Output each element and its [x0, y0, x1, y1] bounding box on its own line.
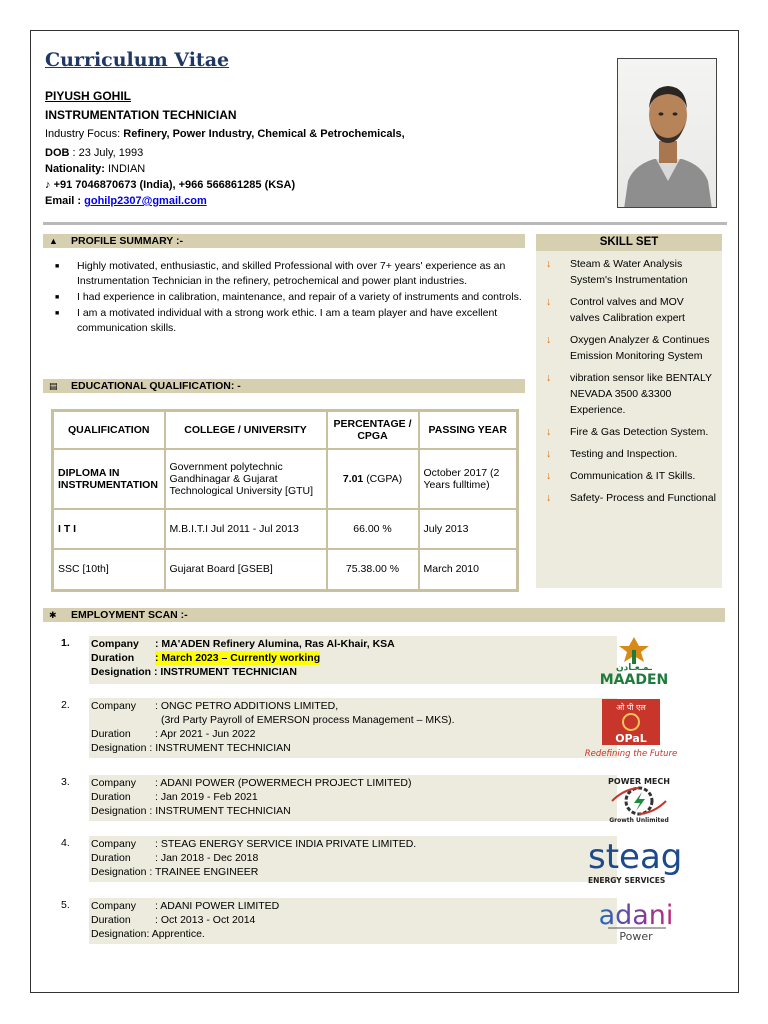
column-header: COLLEGE / UNIVERSITY — [165, 411, 327, 449]
duration-label: Duration — [91, 728, 131, 740]
industry-label: Industry Focus: — [45, 128, 121, 140]
table-cell: October 2017 (2 Years fulltime) — [419, 449, 518, 509]
table-cell: Government polytechnic Gandhinagar & Gujarat Technological University [GTU] — [165, 449, 327, 509]
maaden-logo-image — [574, 636, 694, 686]
table-cell — [327, 449, 419, 509]
job-details — [89, 775, 617, 821]
person-icon: ▲ — [49, 236, 58, 246]
skill-text: Fire & Gas Detection System. — [570, 426, 709, 438]
company-label: Company — [91, 838, 136, 850]
down-arrow-icon: ↓ — [546, 426, 552, 438]
table-row — [53, 549, 518, 591]
company-value: : ADANI POWER (POWERMECH PROJECT LIMITED) — [155, 777, 412, 789]
adani-logo — [584, 898, 694, 948]
skill-list — [536, 251, 722, 506]
duration-label: Duration — [91, 652, 135, 664]
header-divider — [43, 222, 727, 225]
skill-item — [546, 294, 716, 326]
phone-icon: ♪ — [45, 179, 51, 191]
down-arrow-icon: ↓ — [546, 258, 552, 270]
email-link[interactable]: gohilp2307@gmail.com — [84, 195, 207, 207]
skill-item — [546, 490, 716, 506]
skill-text: Safety- Process and Functional — [570, 492, 716, 504]
steag-logo-image — [584, 836, 694, 886]
education-title: EDUCATIONAL QUALIFICATION: - — [71, 380, 241, 392]
svg-text:Growth Unlimited: Growth Unlimited — [609, 817, 669, 823]
svg-text:OPaL: OPaL — [615, 732, 647, 745]
dob-label: DOB — [45, 147, 70, 159]
table-cell: I T I — [53, 509, 165, 549]
company-note: (3rd Party Payroll of EMERSON process Management – MKS). — [161, 714, 455, 726]
designation-label: Designation — [91, 805, 147, 817]
company-value: : ADANI POWER LIMITED — [155, 900, 280, 912]
cgpa-suffix: (CGPA) — [366, 472, 403, 485]
duration-label: Duration — [91, 791, 131, 803]
education-heading — [43, 379, 525, 393]
nationality-value: INDIAN — [107, 163, 146, 175]
job-entry — [54, 898, 724, 948]
email-line — [45, 195, 207, 207]
profile-bullet: ■ I had experience in calibration, maintenance, and repair of a variety of instruments and controls. — [51, 290, 531, 305]
phone-numbers: +91 7046870673 (India), +966 566861285 (KSA) — [53, 179, 296, 191]
opal-logo — [568, 698, 694, 760]
skill-item — [546, 256, 716, 288]
down-arrow-icon: ↓ — [546, 470, 552, 482]
phone-line — [45, 179, 295, 191]
skill-item — [546, 468, 716, 484]
company-value: : ONGC PETRO ADDITIONS LIMITED, — [155, 700, 339, 712]
duration-label: Duration — [91, 914, 131, 926]
svg-text:POWER MECH: POWER MECH — [608, 777, 670, 786]
duration-value: : Apr 2021 - Jun 2022 — [155, 728, 256, 740]
down-arrow-icon: ↓ — [546, 334, 552, 346]
company-label: Company — [91, 777, 136, 789]
column-header: PASSING YEAR — [419, 411, 518, 449]
duration-value: : Jan 2018 - Dec 2018 — [155, 852, 259, 864]
down-arrow-icon: ↓ — [546, 372, 552, 384]
maaden-logo — [574, 636, 694, 686]
table-cell: 75.38.00 % — [327, 549, 419, 591]
profile-bullet: ■ Highly motivated, enthusiastic, and skilled Professional with over 7+ years' experience as an Instrumentation Technician in the refinery, petrochemical and power plant industries. — [51, 259, 531, 289]
svg-text:steag: steag — [588, 837, 683, 877]
table-row — [53, 509, 518, 549]
job-entry — [54, 698, 724, 760]
skill-text: Control valves and MOV valves Calibration expert — [570, 296, 685, 324]
table-cell: Gujarat Board [GSEB] — [165, 549, 327, 591]
education-table — [51, 409, 519, 592]
job-number: 5. — [61, 899, 70, 911]
steag-logo — [584, 836, 694, 886]
profile-summary-heading — [43, 234, 525, 248]
down-arrow-icon: ↓ — [546, 296, 552, 308]
graduation-icon: ▤ — [49, 380, 58, 391]
job-details — [89, 836, 617, 882]
table-cell: SSC [10th] — [53, 549, 165, 591]
skill-text: Testing and Inspection. — [570, 448, 678, 460]
nationality-label: Nationality: — [45, 163, 105, 175]
duration-value: : Oct 2013 - Oct 2014 — [155, 914, 256, 926]
designation-label: Designation — [91, 928, 147, 940]
company-value: : STEAG ENERGY SERVICE INDIA PRIVATE LIMITED. — [155, 838, 417, 850]
designation-value: : INSTRUMENT TECHNICIAN — [149, 805, 291, 817]
opal-logo-image — [568, 698, 694, 760]
job-number: 4. — [61, 837, 70, 849]
column-header: QUALIFICATION — [53, 411, 165, 449]
job-entry — [54, 836, 724, 886]
company-label: Company — [91, 700, 136, 712]
profile-bullet: ■ I am a motivated individual with a strong work ethic. I am a team player and have excellent communication skills. — [51, 306, 531, 336]
job-details — [89, 636, 617, 684]
company-label: Company — [91, 638, 139, 650]
cv-page — [30, 30, 739, 993]
job-entry — [54, 775, 724, 823]
skill-text: Communication & IT Skills. — [570, 470, 696, 482]
maaden-logo-text: MAADEN — [599, 672, 669, 686]
svg-text:ENERGY SERVICES: ENERGY SERVICES — [588, 876, 666, 885]
skill-item — [546, 424, 716, 440]
industry-line — [45, 128, 405, 140]
job-number: 2. — [61, 699, 70, 711]
profile-photo — [617, 58, 717, 208]
skill-text: vibration sensor like BENTALY NEVADA 3500 &3300 Experience. — [570, 372, 712, 416]
employment-title: EMPLOYMENT SCAN :- — [71, 609, 188, 621]
adani-logo-image — [584, 898, 694, 948]
profile-summary-list — [51, 259, 531, 337]
powermech-logo-image — [584, 775, 694, 823]
candidate-role: INSTRUMENTATION TECHNICIAN — [45, 108, 237, 122]
column-header: PERCENTAGE / CPGA — [327, 411, 419, 449]
company-label: Company — [91, 900, 136, 912]
svg-text:adani: adani — [598, 900, 674, 931]
skill-item — [546, 370, 716, 418]
profile-photo-image — [618, 59, 717, 208]
job-number: 1. — [61, 637, 70, 649]
runner-icon: ✱ — [49, 609, 57, 620]
skill-set-heading: SKILL SET — [536, 234, 722, 251]
svg-text:Redefining the Future: Redefining the Future — [584, 749, 678, 759]
job-number: 3. — [61, 776, 70, 788]
nationality-line — [45, 163, 145, 175]
designation-value: : INSTRUMENT TECHNICIAN — [154, 666, 297, 678]
skill-text: Oxygen Analyzer & Continues Emission Monitoring System — [570, 334, 710, 362]
designation-label: Designation — [91, 866, 147, 878]
skill-text: Steam & Water Analysis System's Instrumentation — [570, 258, 688, 286]
table-cell: March 2010 — [419, 549, 518, 591]
job-details — [89, 698, 617, 758]
svg-text:ـمـعـادن: ـمـعـادن — [615, 663, 653, 673]
cv-title: Curriculum Vitae — [45, 49, 230, 71]
svg-text:ओ पी एल: ओ पी एल — [616, 703, 646, 712]
skill-set-panel — [536, 234, 722, 588]
table-row — [53, 449, 518, 509]
cgpa-value: 7.01 — [342, 472, 364, 485]
employment-heading — [43, 608, 725, 622]
skill-item — [546, 446, 716, 462]
duration-label: Duration — [91, 852, 131, 864]
designation-label: Designation — [91, 742, 147, 754]
designation-value: : INSTRUMENT TECHNICIAN — [149, 742, 291, 754]
powermech-logo — [584, 775, 694, 823]
designation-value: : TRAINEE ENGINEER — [149, 866, 259, 878]
industry-value: Refinery, Power Industry, Chemical & Petrochemicals, — [123, 128, 405, 140]
duration-value: : Jan 2019 - Feb 2021 — [155, 791, 258, 803]
table-cell: M.B.I.T.I Jul 2011 - Jul 2013 — [165, 509, 327, 549]
candidate-name: PIYUSH GOHIL — [45, 89, 132, 103]
dob-line — [45, 147, 143, 159]
designation-label: Designation — [91, 666, 152, 678]
table-cell: 66.00 % — [327, 509, 419, 549]
dob-value: : 23 July, 1993 — [72, 147, 144, 159]
table-header-row — [53, 411, 518, 449]
job-entry — [54, 636, 724, 686]
table-cell: DIPLOMA IN INSTRUMENTATION — [53, 449, 165, 509]
profile-summary-title: PROFILE SUMMARY :- — [71, 235, 183, 247]
down-arrow-icon: ↓ — [546, 448, 552, 460]
company-value: : MA'ADEN Refinery Alumina, Ras Al-Khair, KSA — [155, 638, 395, 650]
svg-text:Power: Power — [619, 930, 653, 943]
skill-item — [546, 332, 716, 364]
designation-value: : Apprentice. — [146, 928, 205, 940]
duration-value: : March 2023 – Currently working — [155, 652, 321, 664]
table-cell: July 2013 — [419, 509, 518, 549]
email-label: Email : — [45, 195, 82, 207]
down-arrow-icon: ↓ — [546, 492, 552, 504]
job-details — [89, 898, 617, 944]
